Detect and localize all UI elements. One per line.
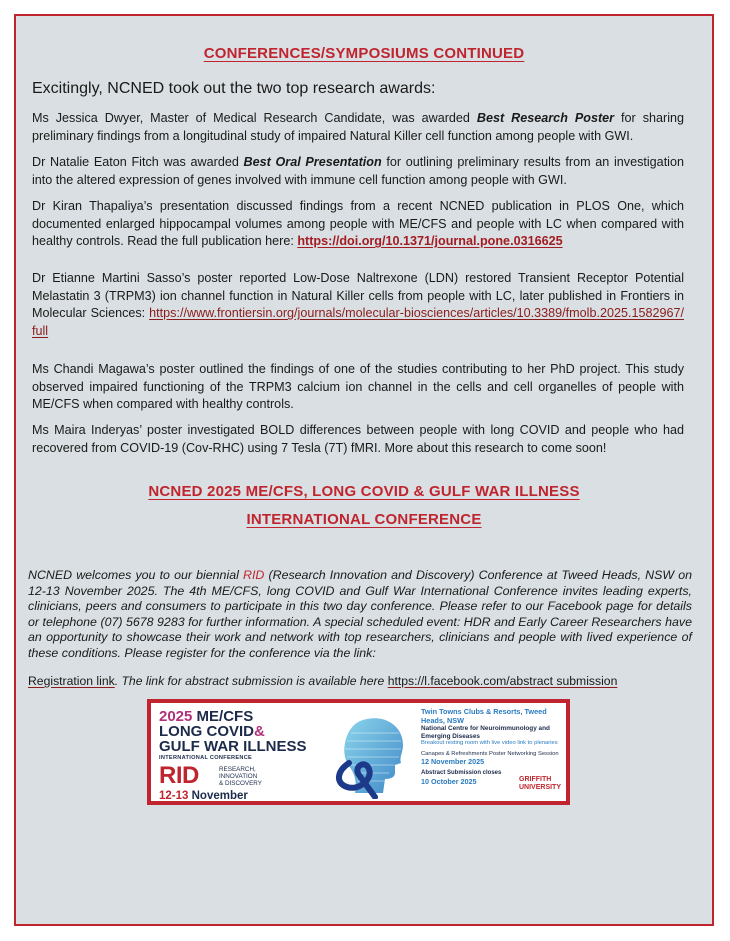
intro-text: Excitingly, NCNED took out the two top research awards:	[32, 80, 436, 97]
rid-sub-3: & DISCOVERY	[219, 780, 262, 787]
banner-title-block	[159, 709, 329, 802]
p2-text-before: Dr Natalie Eaton Fitch was awarded	[32, 155, 244, 169]
p1-award: Best Research Poster	[476, 111, 615, 125]
plos-one-link[interactable]: https://doi.org/10.1371/journal.pone.0316625	[297, 234, 563, 248]
banner-abstract-date: 10 October 2025	[421, 776, 477, 786]
conf-text-before: NCNED welcomes you to our biennial	[28, 568, 243, 582]
banner-abstract-close: Abstract Submission closes	[421, 769, 502, 776]
griffith-word: GRIFFITH	[519, 776, 552, 783]
p3-text: Dr Kiran Thapaliya’s presentation discussed findings from a recent NCNED publication in PLOS One, which documented enlarged hippocampal volumes among people with ME/CFS and people with LC when compared with healthy controls. Read the full publication here:	[32, 199, 684, 248]
conference-heading-line-2: INTERNATIONAL CONFERENCE	[246, 511, 482, 528]
registration-link[interactable]: Registration link	[28, 674, 115, 688]
banner-title-mecfs: ME/CFS	[192, 708, 254, 725]
paragraph-eaton-fitch	[32, 154, 684, 189]
rid-sub-2: INNOVATION	[219, 773, 258, 780]
rid-sub-1: RESEARCH,	[219, 766, 256, 773]
paragraph-thapaliya	[32, 198, 684, 251]
conference-description	[28, 568, 692, 662]
banner-rid-row	[159, 763, 329, 789]
university-word: UNIVERSITY	[519, 783, 562, 791]
banner-title-longcovid: LONG COVID	[159, 723, 255, 740]
newsletter-page	[14, 14, 714, 926]
banner-canapes: Canapes & Refreshments Poster Networking Session	[421, 750, 559, 757]
section-heading-continued: CONFERENCES/SYMPOSIUMS CONTINUED	[203, 45, 525, 62]
banner-venue: Twin Towns Clubs & Resorts, Tweed Heads, NSW	[421, 707, 547, 725]
banner-rid-logo: RID	[159, 762, 199, 789]
banner-year: 2025	[159, 708, 193, 725]
banner-details	[421, 707, 567, 791]
rid-acronym: RID	[243, 568, 265, 582]
head-ribbon-graphic	[329, 713, 425, 799]
registration-line	[28, 674, 617, 688]
banner-intl-conference: INTERNATIONAL CONFERENCE	[159, 755, 253, 761]
banner-dates-num: 12-13	[159, 790, 189, 802]
banner-centre: National Centre for Neuroimmunology and Emerging Diseases	[421, 725, 550, 740]
p1-text-before: Ms Jessica Dwyer, Master of Medical Research Candidate, was awarded	[32, 111, 477, 125]
banner-breakout: Breakout resting room with live video link to plenaries	[421, 740, 558, 747]
paragraph-inderyas: Ms Maira Inderyas’ poster investigated BOLD differences between people with long COVID and people who had recovered from COVID-19 (Cov-RHC) using 7 Tesla (7T) fMRI. More about this research to come soon!	[32, 423, 684, 455]
abstract-submission-link[interactable]: https://l.facebook.com/abstract submission	[387, 674, 618, 688]
p4-text: Dr Etianne Martini Sasso’s poster reported Low-Dose Naltrexone (LDN) restored Transient Receptor Potential Melastatin 3 (TRPM3) ion channel function in Natural Killer cells from people with LC, later published in Frontiers in Molecular Sciences:	[32, 271, 684, 320]
banner-ampersand: &	[254, 723, 265, 740]
frontiers-link[interactable]: https://www.frontiersin.org/journals/molecular-biosciences/articles/10.3389/fmolb.2025.1582967/full	[32, 306, 684, 338]
banner-title-gwi: GULF WAR ILLNESS	[159, 738, 307, 755]
banner-title	[159, 709, 329, 754]
paragraph-dwyer	[32, 110, 684, 145]
griffith-logo	[519, 776, 570, 791]
head-silhouette	[344, 718, 403, 793]
p1-text-after: for sharing preliminary findings from a longitudinal study of impaired Natural Killer cell function among people with GWI.	[32, 111, 685, 143]
conf-text-after: (Research Innovation and Discovery) Conference at Tweed Heads, NSW on 12-13 November 2025. The 4th ME/CFS, long COVID and Gulf War International Conference invites leading experts, clinicians, peers and consumers to participate in this two day conference. Please refer to our Facebook page for details or telephone (07) 5678 9283 for further information. A special scheduled event: HDR and Early Career Researchers have an opportunity to showcase their work and network with top researchers, clinicians and people with lived experience of these conditions. Please register for the conference via the link:	[28, 568, 693, 660]
banner-canapes-date: 12 November 2025	[421, 757, 485, 767]
banner-rid-subtitle	[219, 766, 262, 787]
p2-text-after: for outlining preliminary results from an investigation into the altered expression of genes involved with immune cell function among people with GWI.	[32, 155, 684, 187]
conference-banner[interactable]	[147, 699, 570, 805]
paragraph-martini-sasso	[32, 270, 684, 340]
banner-dates-month: November	[188, 790, 248, 802]
conference-heading-line-1: NCNED 2025 ME/CFS, LONG COVID & GULF WAR ILLNESS	[148, 483, 580, 500]
registration-middle-text: . The link for abstract submission is available here	[114, 674, 388, 688]
paragraph-magawa: Ms Chandi Magawa’s poster outlined the findings of one of the studies contributing to her PhD project. This study observed impaired functioning of the TRPM3 calcium ion channel in the cells and cell organelles of people with ME/CFS when compared with healthy controls.	[32, 362, 684, 411]
p2-award: Best Oral Presentation	[243, 155, 382, 169]
banner-dates	[159, 790, 329, 802]
